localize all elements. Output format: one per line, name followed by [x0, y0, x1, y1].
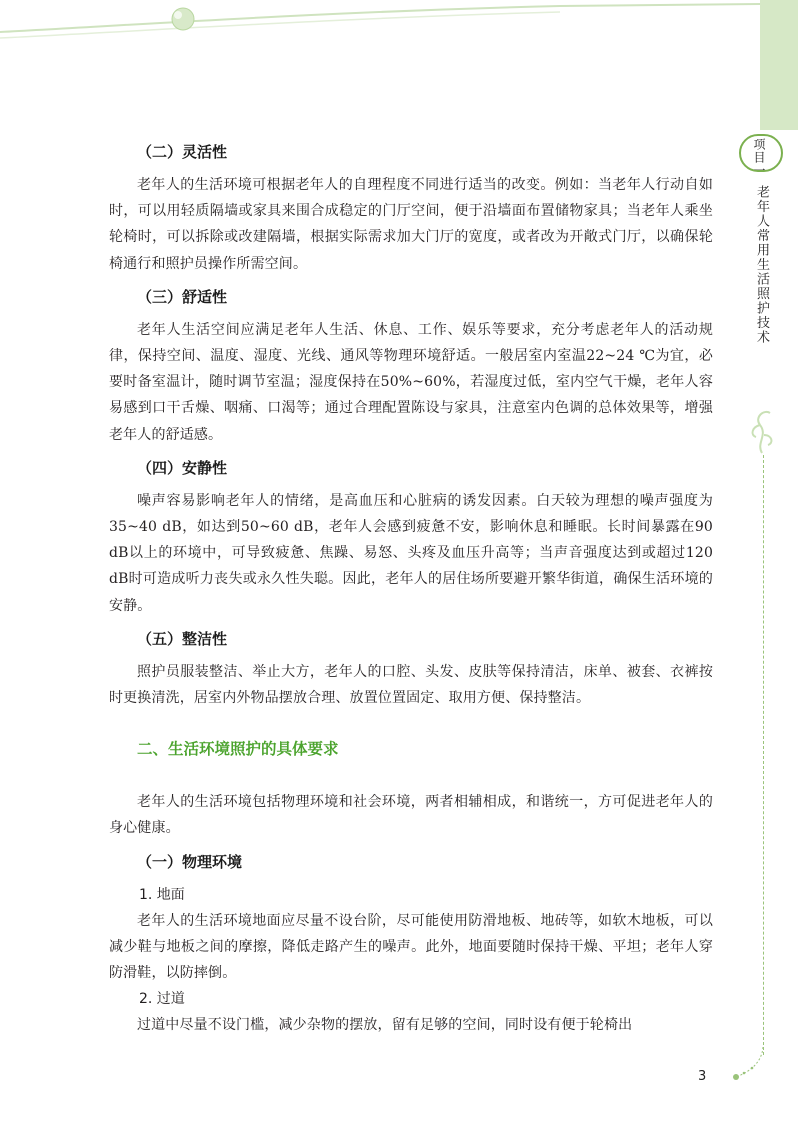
paragraph-flexibility: 老年人的生活环境可根据老年人的自理程度不同进行适当的改变。例如：当老年人行动自如时，可以用轻质隔墙或家具来围合成稳定的门厅空间，便于沿墙面布置储物家具；当老年人乘坐轮椅时，可以拆除或改建隔墙，根据实际需求加大门厅的宽度，或者改为开敞式门厅，以确保轮椅通行和照护员操作所需空间。	[109, 177, 713, 272]
heading-cleanliness: （五）整洁性	[137, 629, 228, 648]
heading-flexibility: （二）灵活性	[137, 143, 228, 161]
section-heading-requirements: 二、生活环境照护的具体要求	[137, 740, 339, 759]
item-title-corridor: 2. 过道	[139, 991, 185, 1008]
sidebar-band	[760, 0, 798, 130]
leaf-ornament-icon	[742, 405, 782, 455]
chapter-tab-label: 项目一	[752, 138, 766, 177]
heading-comfort: （三）舒适性	[137, 287, 228, 306]
sidebar-dashed-line	[763, 455, 764, 1055]
paragraph-section-intro: 老年人的生活环境包括物理环境和社会环境，两者相辅相成，和谐统一，方可促进老年人的身心健康。	[109, 794, 713, 837]
paragraph-floor: 老年人的生活环境地面应尽量不设台阶，尽可能使用防滑地板、地砖等，如软木地板，可以减少鞋与地板之间的摩擦，降低走路产生的噪声。此外，地面要随时保持干燥、平坦；老年人穿防滑鞋，以防摔倒。	[109, 912, 713, 982]
paragraph-quietness: 噪声容易影响老年人的情绪，是高血压和心脏病的诱发因素。白天较为理想的噪声强度为35~40 dB，如达到50~60 dB，老年人会感到疲惫不安，影响休息和睡眠。长时间暴露在90 dB以上的环境中，可导致疲惫、焦躁、易怒、头疼及血压升高等；当声音强度达到或超过120 dB时可造成听力丧失或永久性失聪。因此，老年人的居住场所要避开繁华街道，确保生活环境的安静。	[109, 492, 713, 614]
chapter-title: 老年人常用生活照护技术	[754, 185, 769, 345]
page-number: 3	[698, 1069, 707, 1084]
paragraph-comfort: 老年人生活空间应满足老年人生活、休息、工作、娱乐等要求，充分考虑老年人的活动规律，保持空间、温度、湿度、光线、通风等物理环境舒适。一般居室内室温22~24 ℃为宜，必要时备室温计，随时调节室温；湿度保持在50%~60%，若湿度过低，室内空气干燥，老年人容易感到口干舌燥、咽痛、口渴等；通过合理配置陈设与家具，注意室内色调的总体效果等，增强老年人的舒适感。	[109, 321, 713, 443]
heading-physical-environment: （一）物理环境	[137, 852, 243, 871]
main-content	[109, 138, 713, 1038]
corner-dots-ornament	[722, 1045, 767, 1085]
top-swoosh-decoration	[0, 0, 798, 60]
item-title-floor: 1. 地面	[139, 886, 185, 903]
heading-quietness: （四）安静性	[137, 458, 228, 477]
paragraph-cleanliness: 照护员服装整洁、举止大方，老年人的口腔、头发、皮肤等保持清洁，床单、被套、衣裤按时更换清洗，居室内外物品摆放合理、放置位置固定、取用方便、保持整洁。	[109, 663, 713, 707]
paragraph-corridor: 过道中尽量不设门槛，减少杂物的摆放，留有足够的空间，同时设有便于轮椅出	[137, 1017, 633, 1034]
